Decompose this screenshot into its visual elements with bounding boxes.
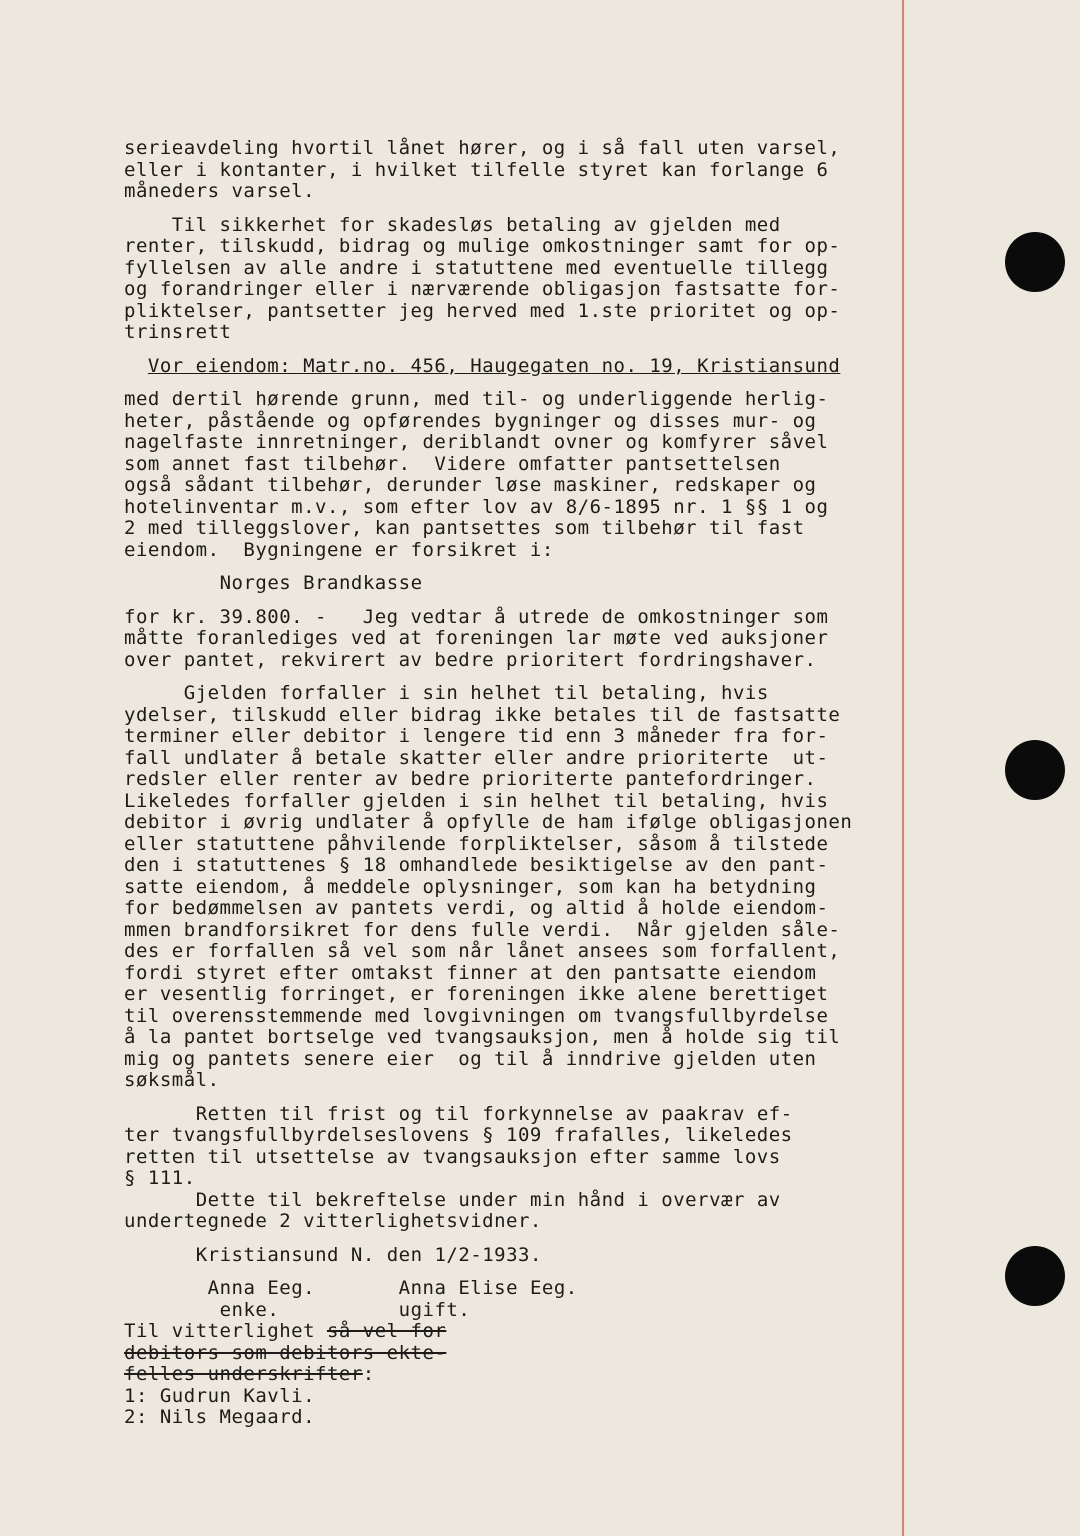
- text-line: den i statuttenes § 18 omhandlede besiktigelse av den pant-: [124, 854, 829, 876]
- punch-hole: [1005, 740, 1065, 800]
- text-line: over pantet, rekvirert av bedre prioritert fordringshaver.: [124, 648, 817, 671]
- text-line: [124, 1364, 904, 1386]
- text-line: 2 med tilleggslover, kan pantsettes som tilbehør til fast: [124, 517, 805, 539]
- paragraph-gap: [124, 1233, 904, 1245]
- text-line: nagelfaste innretninger, deriblandt ovner og komfyrer såvel: [124, 431, 829, 453]
- text-line: 1: Gudrun Kavli.: [124, 1384, 316, 1407]
- text-line: retten til utsettelse av tvangsauksjon efter samme lovs: [124, 1145, 781, 1168]
- text-line: terminer eller debitor i lengere tid enn 3 måneder fra for-: [124, 725, 829, 747]
- text-line: ydelser, tilskudd eller bidrag ikke betales til de fastsatte: [124, 703, 841, 726]
- text-line: hotelinventar m.v., som efter lov av 8/6-1895 nr. 1 §§ 1 og: [124, 495, 829, 518]
- text-line: fyllelsen av alle andre i statuttene med eventuelle tillegg: [124, 256, 829, 279]
- text-line: Kristiansund N. den 1/2-1933.: [195, 1243, 542, 1266]
- text-line: å la pantet bortselge ved tvangsauksjon, men å holde sig til: [124, 1026, 841, 1048]
- text-line: eiendom. Bygningene er forsikret i:: [124, 538, 554, 561]
- text-line: for bedømmelsen av pantets verdi, og altid å holde eiendom-: [124, 897, 829, 919]
- text-line: [124, 1321, 904, 1343]
- text-line: Norges Brandkasse: [219, 572, 423, 594]
- text-line: serieavdeling hvortil lånet hører, og i så fall uten varsel,: [124, 137, 841, 159]
- text-line: mig og pantets senere eier og til å inndrive gjelden uten: [124, 1047, 817, 1070]
- text-line: 2: Nils Megaard.: [124, 1406, 316, 1428]
- text-line: fordi styret efter omtakst finner at den pantsatte eiendom: [124, 961, 817, 984]
- text-line: Gjelden forfaller i sin helhet til betaling, hvis: [183, 682, 769, 704]
- struck-text: debitors som debitors ekte-: [124, 1341, 447, 1364]
- paragraph-gap: [124, 1092, 904, 1104]
- text-line: redsler eller renter av bedre prioriterte pantefordringer.: [124, 768, 817, 790]
- text-line: debitor i øvrig undlater å opfylle de ham ifølge obligasjonen: [124, 811, 853, 833]
- text-line: Dette til bekreftelse under min hånd i overvær av: [195, 1188, 781, 1211]
- text-line: ter tvangsfullbyrdelseslovens § 109 frafalles, likeledes: [124, 1124, 793, 1146]
- text-line: er vesentlig forringet, er foreningen ikke alene berettiget: [124, 983, 829, 1005]
- text-line: for kr. 39.800. - Jeg vedtar å utrede de omkostninger som: [124, 605, 829, 628]
- struck-text: så vel for: [326, 1320, 447, 1342]
- paragraph-gap: [124, 595, 904, 607]
- text-line: fall undlater å betale skatter eller andre prioriterte ut-: [124, 746, 829, 769]
- text-line: Til sikkerhet for skadesløs betaling av gjelden med: [171, 213, 781, 236]
- text-line: des er forfallen så vel som når lånet ansees som forfallent,: [124, 940, 841, 962]
- text-line: måtte foranlediges ved at foreningen lar møte ved auksjoner: [124, 627, 829, 649]
- text-line: § 111.: [124, 1167, 196, 1189]
- text-line: også sådant tilbehør, derunder løse maskiner, redskaper og: [124, 474, 817, 496]
- text-segment: Til vitterlighet: [124, 1320, 327, 1342]
- text-segment: :: [362, 1363, 375, 1385]
- text-line: trinsrett: [124, 321, 232, 343]
- text-line: Likeledes forfaller gjelden i sin helhet til betaling, hvis: [124, 789, 829, 812]
- text-line: som annet fast tilbehør. Videre omfatter pantsettelsen: [124, 452, 781, 475]
- punch-hole: [1005, 1246, 1065, 1306]
- text-line: søksmål.: [124, 1069, 220, 1091]
- text-line: måneders varsel.: [124, 180, 316, 202]
- text-line: undertegnede 2 vitterlighetsvidner.: [124, 1210, 542, 1232]
- text-line: pliktelser, pantsetter jeg herved med 1.ste prioritet og op-: [124, 299, 841, 322]
- text-line: mmen brandforsikret for dens fulle verdi. Når gjelden såle-: [124, 918, 841, 941]
- text-line: Retten til frist og til forkynnelse av paakrav ef-: [195, 1102, 793, 1125]
- text-line: eller statuttene påhvilende forpliktelser, såsom å tilstede: [124, 832, 829, 855]
- text-line: med dertil hørende grunn, med til- og underliggende herlig-: [124, 388, 829, 410]
- text-line: til overensstemmende med lovgivningen om tvangsfullbyrdelse: [124, 1004, 829, 1027]
- text-line: heter, påstående og opførendes bygninger og disses mur- og: [124, 409, 817, 432]
- text-line: Vor eiendom: Matr.no. 456, Haugegaten no. 19, Kristiansund: [147, 354, 841, 377]
- text-line: satte eiendom, å meddele oplysninger, som kan ha betydning: [124, 875, 817, 898]
- text-line: [124, 1343, 904, 1365]
- text-line: Anna Eeg. Anna Elise Eeg.: [207, 1277, 578, 1299]
- document-body: [124, 138, 904, 1429]
- text-line: og forandringer eller i nærværende obligasjon fastsatte for-: [124, 278, 841, 300]
- punch-hole: [1005, 232, 1065, 292]
- text-line: enke. ugift.: [219, 1298, 471, 1321]
- text-line: renter, tilskudd, bidrag og mulige omkostninger samt for op-: [124, 235, 841, 257]
- text-line: eller i kontanter, i hvilket tilfelle styret kan forlange 6: [124, 158, 829, 181]
- paragraph-gap: [124, 203, 904, 215]
- paragraph-gap: [124, 344, 904, 356]
- struck-text: felles underskrifter: [124, 1363, 363, 1385]
